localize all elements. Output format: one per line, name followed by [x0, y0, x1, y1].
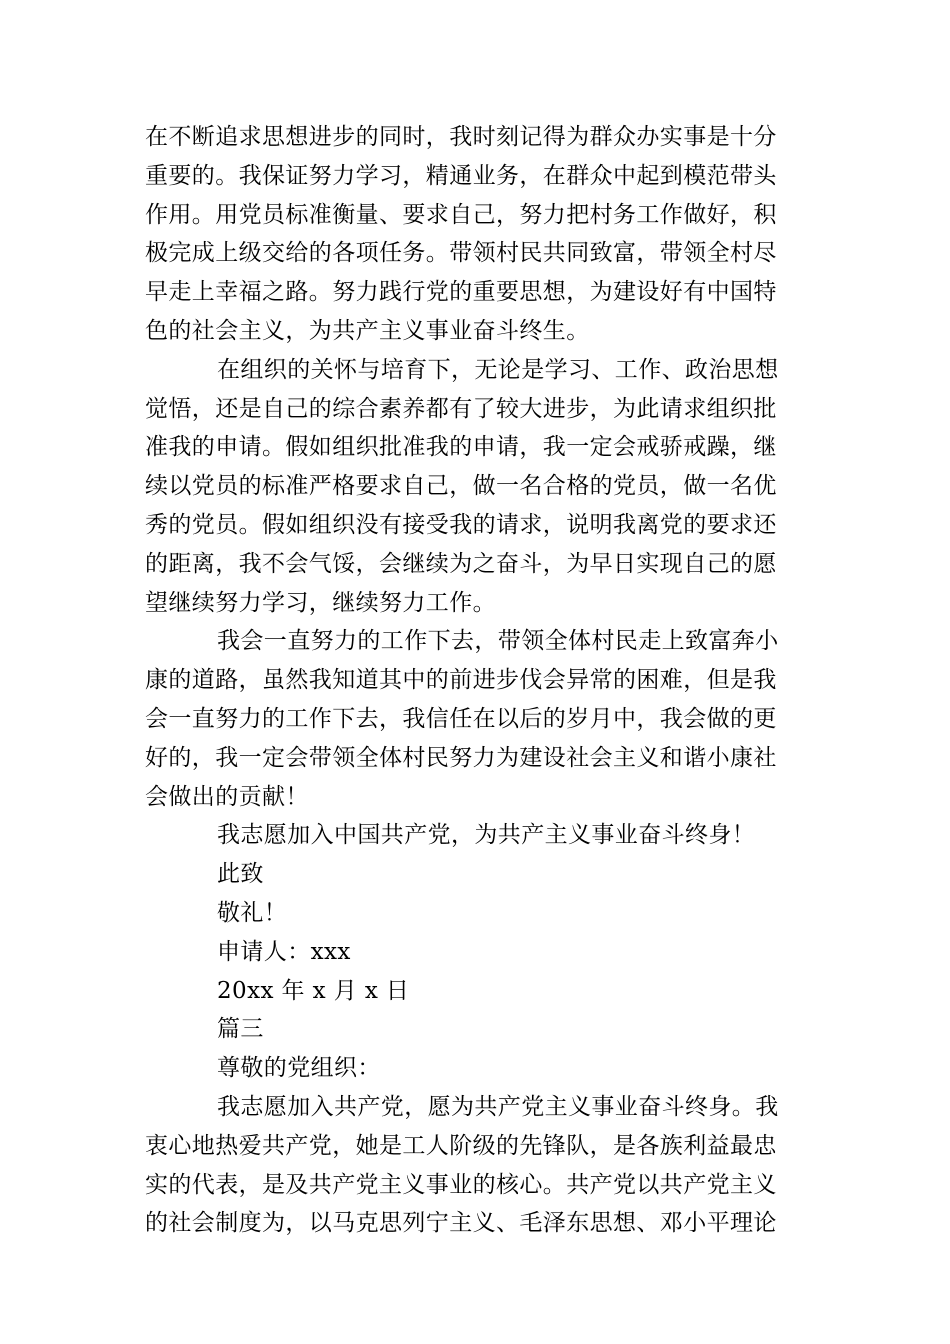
text-line: 准我的申请。假如组织批准我的申请，我一定会戒骄戒躁，继: [145, 434, 777, 461]
text-line: 的距离，我不会气馁，会继续为之奋斗，为早日实现自己的愿: [145, 550, 777, 577]
text-line: 在不断追求思想进步的同时，我时刻记得为群众办实事是十分: [145, 124, 777, 150]
text-line: 20xx 年 x 月 x 日: [217, 977, 410, 1004]
text-line: 尊敬的党组织：: [217, 1055, 381, 1082]
text-line: 申请人：xxx: [217, 938, 351, 965]
text-line: 篇三: [217, 1016, 264, 1043]
text-line: 极完成上级交给的各项任务。带领村民共同致富，带领全村尽: [145, 240, 777, 267]
text-line: 我会一直努力的工作下去，带领全体村民走上致富奔小: [217, 628, 779, 655]
text-line: 衷心地热爱共产党，她是工人阶级的先锋队，是各族利益最忠: [145, 1132, 777, 1159]
text-line: 康的道路，虽然我知道其中的前进步伐会异常的困难，但是我: [145, 667, 777, 694]
text-line: 在组织的关怀与培育下，无论是学习、工作、政治思想: [217, 356, 779, 383]
text-line: 我志愿加入共产党，愿为共产党主义事业奋斗终身。我: [217, 1093, 779, 1120]
text-line: 觉悟，还是自己的综合素养都有了较大进步，为此请求组织批: [145, 395, 777, 422]
text-line: 此致: [217, 861, 264, 888]
text-line: 好的，我一定会带领全体村民努力为建设社会主义和谐小康社: [145, 744, 777, 771]
text-line: 续以党员的标准严格要求自己，做一名合格的党员，做一名优: [145, 473, 777, 500]
text-line: 会一直努力的工作下去，我信任在以后的岁月中，我会做的更: [145, 705, 777, 732]
text-line: 早走上幸福之路。努力践行党的重要思想，为建设好有中国特: [145, 279, 777, 306]
text-line: 的社会制度为，以马克思列宁主义、毛泽东思想、邓小平理论: [145, 1210, 777, 1237]
text-line: 望继续努力学习，继续努力工作。: [145, 589, 496, 616]
text-line: 会做出的贡献！: [145, 783, 309, 810]
text-line: 实的代表，是及共产党主义事业的核心。共产党以共产党主义: [145, 1171, 777, 1198]
text-line: 秀的党员。假如组织没有接受我的请求，说明我离党的要求还: [145, 511, 777, 538]
text-line: 作用。用党员标准衡量、要求自己，努力把村务工作做好，积: [145, 201, 777, 228]
text-line: 我志愿加入中国共产党，为共产主义事业奋斗终身！: [217, 822, 756, 849]
text-line: 敬礼！: [217, 899, 288, 926]
text-line: 色的社会主义，为共产主义事业奋斗终生。: [145, 317, 590, 344]
document-body: [145, 118, 805, 1243]
text-line: 重要的。我保证努力学习，精通业务，在群众中起到模范带头: [145, 162, 777, 189]
